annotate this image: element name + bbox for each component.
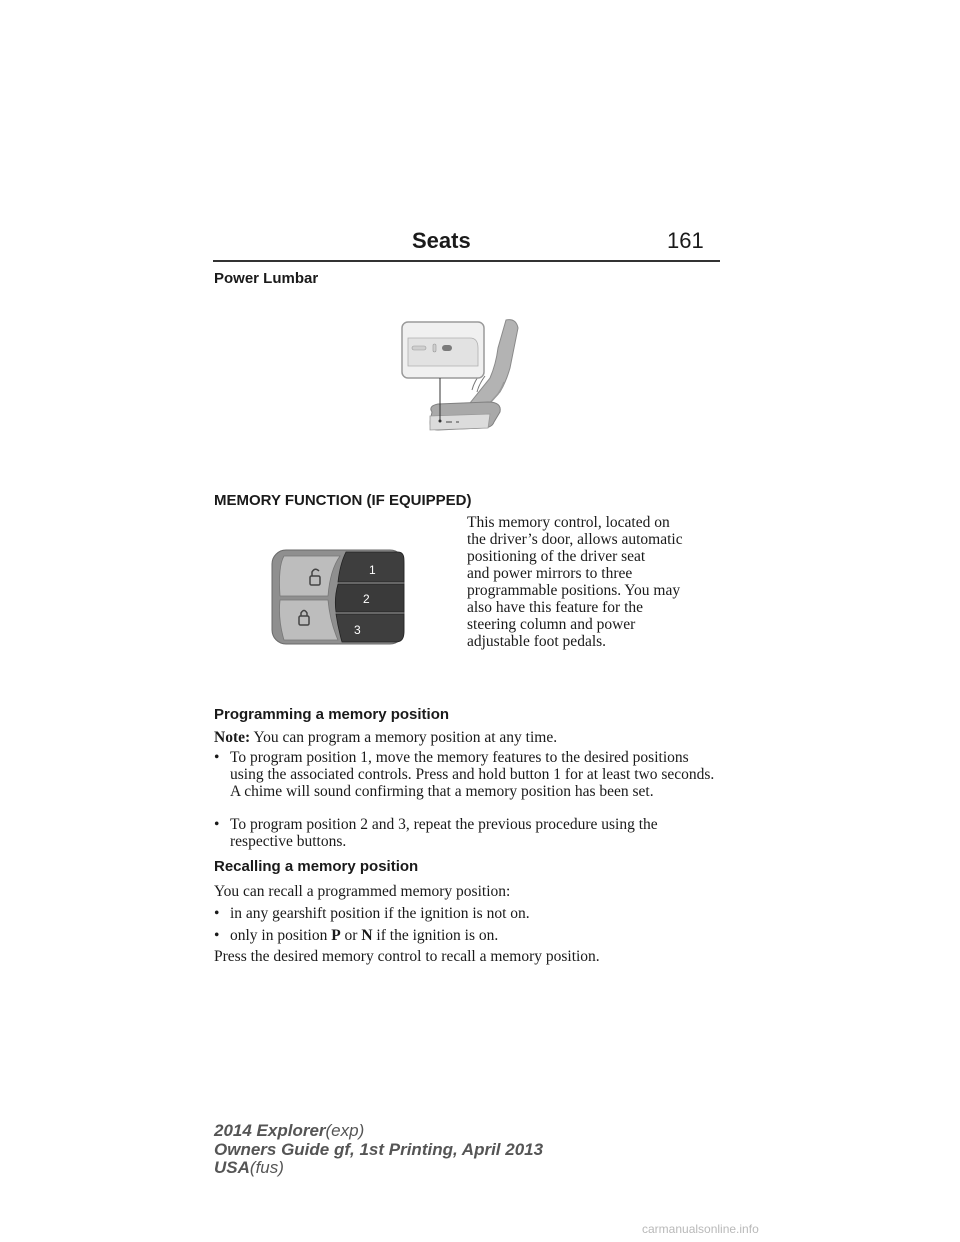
footer-guide-line <box>214 1140 543 1159</box>
footer-market-line <box>214 1158 284 1177</box>
bullet-icon: • <box>214 905 220 922</box>
gear-n: N <box>361 927 373 944</box>
description-line: steering column and power <box>467 616 636 633</box>
description-line: positioning of the driver seat <box>467 548 646 565</box>
list-item <box>214 927 720 944</box>
gear-p: P <box>331 927 341 944</box>
bullet-text: To program position 2 and 3, repeat the previous procedure using the respective buttons. <box>230 816 658 850</box>
programming-note <box>214 729 557 746</box>
note-text: You can program a memory position at any time. <box>253 729 558 746</box>
bullet-icon: • <box>214 816 220 833</box>
page-number: 161 <box>667 228 704 253</box>
power-lumbar-heading: Power Lumbar <box>214 270 319 287</box>
memory-function-heading: MEMORY FUNCTION (IF EQUIPPED) <box>214 492 472 509</box>
programming-heading: Programming a memory position <box>214 706 450 723</box>
bullet-icon: • <box>214 927 220 944</box>
recalling-intro: You can recall a programmed memory position: <box>214 883 511 900</box>
section-title: Seats <box>412 228 471 253</box>
description-line: programmable positions. You may <box>467 582 681 599</box>
bullet-text-pre: only in position <box>230 927 328 944</box>
bullet-text: To program position 1, move the memory features to the desired positions using the associated controls. Press and hold button 1 for at least two seconds. A chime will sound confirming that a memory position has been set. <box>230 749 715 800</box>
footer-model-code: (exp) <box>325 1121 365 1140</box>
list-item <box>214 905 720 922</box>
memory-function-description <box>467 514 722 650</box>
footer-model: 2014 Explorer <box>214 1121 326 1140</box>
memory-control-illustration <box>270 548 406 646</box>
footer-guide: Owners Guide gf, 1st Printing, April 2013 <box>214 1140 544 1159</box>
footer-model-line <box>214 1121 364 1140</box>
description-line: adjustable foot pedals. <box>467 633 607 650</box>
bullet-text-or: or <box>344 927 358 944</box>
bullet-text: in any gearshift position if the ignition is not on. <box>230 905 530 922</box>
description-line: also have this feature for the <box>467 599 644 616</box>
header-rule <box>213 260 720 262</box>
bullet-text-post: if the ignition is on. <box>376 927 499 944</box>
footer-market: USA <box>214 1158 250 1177</box>
power-lumbar-seat-illustration <box>396 318 526 442</box>
watermark: carmanualsonline.info <box>642 1222 759 1236</box>
recalling-heading: Recalling a memory position <box>214 858 419 875</box>
description-line: This memory control, located on <box>467 514 670 531</box>
memory-button-3-label: 3 <box>354 623 361 637</box>
description-line: the driver’s door, allows automatic <box>467 531 683 548</box>
bullet-icon: • <box>214 749 220 766</box>
description-line: and power mirrors to three <box>467 565 633 582</box>
list-item <box>214 816 720 850</box>
list-item <box>214 749 720 800</box>
memory-button-1-label: 1 <box>369 563 376 577</box>
recalling-closing: Press the desired memory control to recall a memory position. <box>214 948 600 965</box>
footer-market-code: (fus) <box>249 1158 284 1177</box>
bullet-text <box>230 927 720 944</box>
memory-button-2-label: 2 <box>363 592 370 606</box>
note-label: Note: <box>214 729 251 746</box>
